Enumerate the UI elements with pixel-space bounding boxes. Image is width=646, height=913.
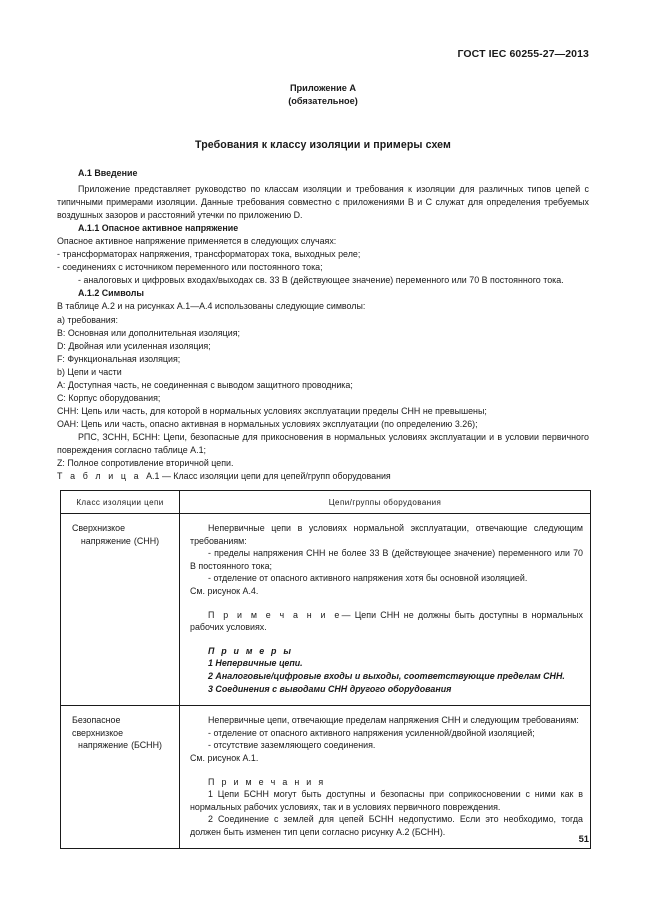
example-item: 2 Аналоговые/цифровые входы и выходы, соответствующие пределам СНН. [208,670,565,681]
note-item: 2 Соединение с землей для цепей БСНН недопустимо. Если это необходимо, тогда должен быть изменен тип цепи согласно рисунку А.2 (БСНН). [190,814,583,837]
notes-label: П р и м е ч а н и я [208,776,326,787]
table-header-cell-circuits [180,491,591,514]
row-content [180,706,590,848]
intro-paragraph: Приложение представляет руководство по классам изоляции и требования к изоляции для различных типов цепей с типичными примерами изоляции. Данные требования совместно с приложениями В и С служат для определения требуемых воздушных зазоров и расстояний утечки по приложению D. [57,184,589,221]
symbols-item: a) требования: [57,314,119,325]
row-class-cell [61,514,180,706]
row-note [190,609,583,634]
table-row [61,514,591,706]
symbols-item: F: Функциональная изоляция; [57,353,181,364]
running-head: ГОСТ IEC 60255-27—2013 [457,48,589,60]
row-content-cell [180,514,591,706]
annex-heading-block [0,82,646,108]
column-header-class: Класс изоляции цепи [76,498,164,507]
annex-label: Приложение А [289,83,357,93]
row-see-figure: См. рисунок А.4. [190,585,259,596]
example-item: 3 Соединения с выводами СНН другого оборудования [208,683,452,694]
row-lead: Непервичные цепи в условиях нормальной эксплуатации, отвечающие следующим требованиям: [190,523,583,546]
hazardous-item: - соединениях с источником переменного или постоянного тока; [57,262,323,273]
body-text [57,167,589,470]
table-caption-number: А.1 [146,471,160,481]
symbols-item: A: Доступная часть, не соединенная с выводом защитного проводника; [57,379,353,390]
row-class-cell [61,706,180,849]
symbols-item: Z: Полное сопротивление вторичной цепи. [57,458,234,469]
annex-status: (обязательное) [288,96,358,106]
row-content-cell [180,706,591,849]
example-item: 1 Непервичные цепи. [208,658,303,669]
symbols-item: РПС, ЗСНН, БСНН: Цепи, безопасные для прикосновения в нормальных условиях эксплуатации и в условии первичного повреждения согласно таблице А.1; [57,431,589,455]
symbols-item: B: Основная или дополнительная изоляция; [57,327,240,338]
row-lead: Непервичные цепи, отвечающие пределам напряжения СНН и следующим требованиям: [208,715,579,726]
section-heading-symbols: А.1.2 Символы [78,288,144,299]
column-header-circuits: Цепи/группы оборудования [328,498,442,507]
row-class-label: Безопасное сверхнизкое напряжение (БСНН) [72,715,162,751]
insulation-class-table [60,490,591,849]
examples-label: П р и м е р ы [208,645,294,656]
row-see-figure: См. рисунок А.1. [190,752,259,763]
symbols-item: D: Двойная или усиленная изоляция; [57,340,211,351]
row-class-label: Сверхнизкое напряжение (СНН) [72,523,160,546]
row-bullet: - отсутствие заземляющего соединения. [208,740,376,751]
row-bullet: - отделение от опасного активного напряжения усиленной/двойной изоляцией; [208,727,535,738]
hazardous-item: - аналоговых и цифровых входах/выходах св. 33 В (действующее значение) переменного или 70 В постоянного тока. [78,275,564,286]
table-header-row [61,491,591,514]
table-caption [57,471,391,481]
symbols-item: b) Цепи и части [57,366,122,377]
section-heading-intro: А.1 Введение [78,168,138,178]
table-row [61,706,591,849]
symbols-lead: В таблице А.2 и на рисунках А.1—А.4 использованы следующие символы: [57,301,366,312]
note-item: 1 Цепи БСНН могут быть доступны и безопасны при соприкосновении с ними как в нормальных рабочих условиях, так и в условиях первичного повреждения. [190,789,583,812]
table-header-cell-class [61,491,180,514]
page-number: 51 [578,833,589,844]
symbols-item: СНН: Цепь или часть, для которой в нормальных условиях эксплуатации пределы СНН не превышены; [57,405,487,416]
symbols-item: C: Корпус оборудования; [57,392,161,403]
table-caption-text: — Класс изоляции цепи для цепей/групп оборудования [161,471,391,481]
note-label: П р и м е ч а н и е [208,609,342,620]
section-heading-hazardous: А.1.1 Опасное активное напряжение [78,223,239,234]
table-caption-label: Т а б л и ц а [57,471,142,481]
symbols-item: ОАН: Цепь или часть, опасно активная в нормальных условиях эксплуатации (по определению 3.26); [57,418,478,429]
hazardous-item: - трансформаторах напряжения, трансформаторах тока, выходных реле; [57,249,361,260]
note-text: — Цепи СНН не должны быть доступны в нормальных рабочих условиях. [190,609,583,633]
row-bullet: - пределы напряжения СНН не более 33 В (действующее значение) переменного или 70 В постоянного тока; [190,548,583,571]
row-bullet: - отделение от опасного активного напряжения хотя бы основной изоляцией. [208,573,528,584]
hazardous-lead: Опасное активное напряжение применяется в следующих случаях: [57,236,337,247]
annex-title: Требования к классу изоляции и примеры схем [195,139,451,151]
row-content [180,514,590,705]
